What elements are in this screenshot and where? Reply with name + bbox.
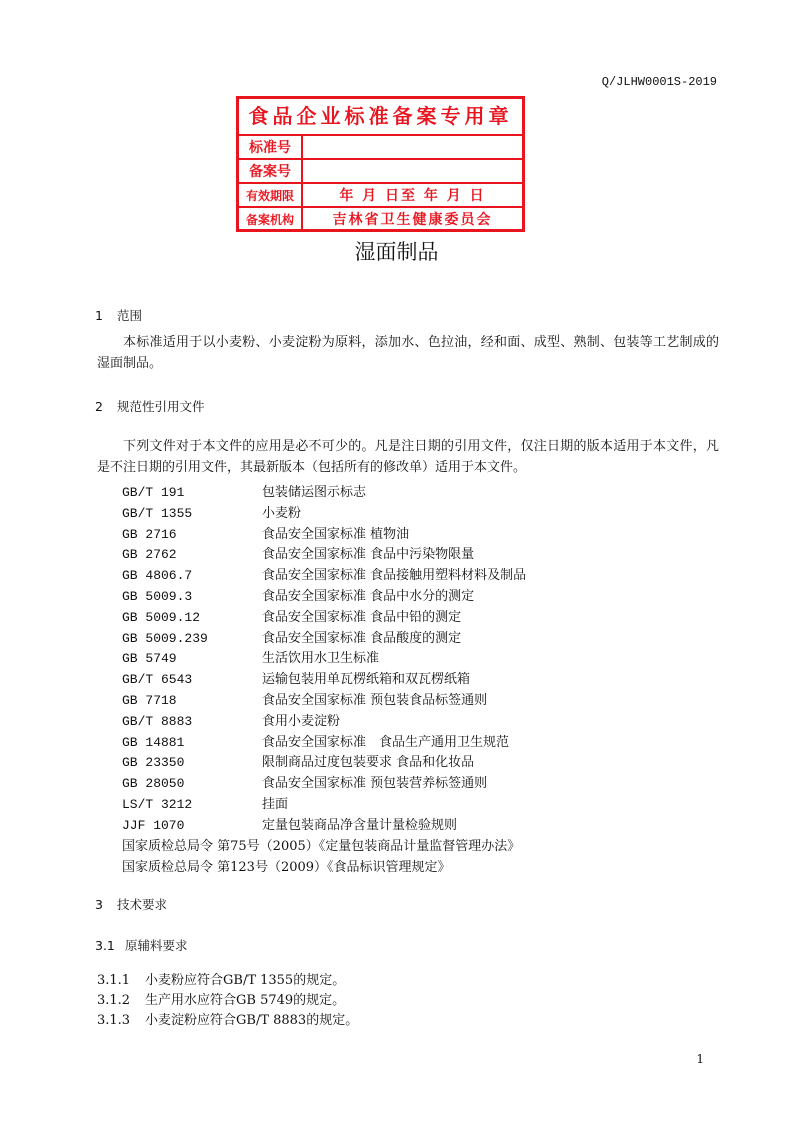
reference-item: [122, 731, 509, 750]
stamp-row-value: 吉林省卫生健康委员会: [332, 212, 493, 228]
reference-code: GB 23350: [122, 755, 185, 771]
reference-item: [122, 502, 301, 521]
stamp-title: 食品企业标准备案专用章: [248, 104, 513, 128]
reference-title: 食品安全国家标准 预包装营养标签通则: [262, 776, 488, 792]
reference-item: [122, 523, 409, 542]
clause-text: 小麦淀粉应符合GB/T 8883的规定。: [145, 1013, 359, 1028]
filing-stamp: [236, 96, 525, 232]
reference-item: [122, 668, 470, 687]
stamp-row-label: 备案机构: [239, 208, 303, 231]
reference-code: LS/T 3212: [122, 797, 193, 812]
stamp-row-value: 年 月 日至 年 月 日: [339, 188, 486, 204]
reference-title: 食品安全国家标准 食品接触用塑料材料及制品: [262, 568, 527, 584]
section-3-heading: 3 技术要求: [95, 897, 168, 912]
reference-title: 食品安全国家标准 食品中铅的测定: [262, 609, 462, 625]
reference-code: GB 4806.7: [122, 568, 193, 584]
reference-title: 食品安全国家标准 植物油: [262, 526, 410, 542]
reference-item: [122, 751, 474, 770]
reference-item: [122, 647, 379, 666]
reference-title: 食用小麦淀粉: [262, 713, 341, 729]
reference-title: 小麦粉: [262, 505, 302, 521]
reference-item: [122, 585, 474, 604]
clause-item: [97, 969, 345, 988]
stamp-row-label: 标准号: [239, 136, 303, 160]
reference-code: GB 28050: [122, 776, 185, 792]
reference-code: GB/T 1355: [122, 505, 193, 521]
page-number: 1: [696, 1052, 704, 1066]
reference-code: GB/T 6543: [122, 672, 193, 688]
standard-code-header: Q/JLHW0001S-2019: [601, 75, 717, 89]
stamp-row: [239, 206, 522, 231]
reference-title: 食品安全国家标准 食品中污染物限量: [262, 547, 475, 563]
reference-title: 食品安全国家标准 食品中水分的测定: [262, 589, 475, 604]
clause-text: 生产用水应符合GB 5749的规定。: [145, 993, 346, 1008]
reference-title: 生活饮用水卫生标准: [262, 651, 380, 667]
reference-item: [122, 543, 474, 562]
stamp-row: [239, 158, 522, 184]
section-1-text: 本标准适用于以小麦粉、小麦淀粉为原料，添加水、色拉油，经和面、成型、熟制、包装等工艺制成的湿面制品。: [97, 335, 719, 371]
reference-code: GB/T 191: [122, 485, 185, 500]
stamp-row: [239, 134, 522, 160]
reference-item: [122, 793, 288, 812]
document-title: 湿面制品: [354, 240, 439, 264]
reference-title: 食品安全国家标准 预包装食品标签通则: [262, 693, 488, 708]
reference-title: 运输包装用单瓦楞纸箱和双瓦楞纸箱: [262, 672, 471, 688]
reference-code: GB 5009.3: [122, 589, 193, 604]
reference-title: 限制商品过度包装要求 食品和化妆品: [262, 755, 475, 771]
reference-code: GB 2716: [122, 526, 177, 542]
stamp-row-label: 备案号: [239, 160, 303, 184]
clause-item: [97, 1009, 358, 1028]
reference-item: [122, 814, 457, 833]
stamp-row-label: 有效期限: [239, 184, 303, 208]
reference-title: 食品安全国家标准 食品酸度的测定: [262, 630, 462, 646]
regulation-item: 国家质检总局令 第123号（2009）《食品标识管理规定》: [122, 859, 451, 875]
clause-number: 3.1.1: [97, 973, 131, 988]
reference-item: [122, 627, 461, 646]
stamp-row: [239, 182, 522, 208]
clause-number: 3.1.2: [97, 993, 131, 1008]
reference-code: JJF 1070: [122, 817, 185, 833]
section-1-heading: 1 范围: [95, 308, 143, 323]
reference-code: GB 5009.239: [122, 630, 208, 646]
reference-code: GB 5009.12: [122, 609, 201, 625]
section-2-text: 下列文件对于本文件的应用是必不可少的。凡是注日期的引用文件，仅注日期的版本适用于本文件，凡是不注日期的引用文件，其最新版本（包括所有的修改单）适用于本文件。: [97, 439, 719, 475]
reference-title: 挂面: [262, 797, 289, 812]
reference-code: GB/T 8883: [122, 713, 193, 729]
reference-title: 食品安全国家标准 食品生产通用卫生规范: [262, 734, 510, 750]
reference-code: GB 2762: [122, 547, 177, 563]
reference-title: 定量包装商品净含量计量检验规则: [262, 817, 458, 833]
clause-item: [97, 989, 345, 1008]
reference-item: [122, 710, 340, 729]
reference-item: [122, 481, 366, 500]
reference-item: [122, 772, 487, 791]
section-2-heading: 2 规范性引用文件: [95, 399, 205, 414]
clause-text: 小麦粉应符合GB/T 1355的规定。: [145, 973, 346, 988]
reference-code: GB 14881: [122, 734, 185, 750]
reference-title: 包装储运图示标志: [262, 485, 367, 500]
section-3-1-heading: 3.1 原辅料要求: [95, 938, 188, 953]
clause-number: 3.1.3: [97, 1013, 131, 1028]
regulation-item: 国家质检总局令 第75号（2005）《定量包装商品计量监督管理办法》: [122, 839, 521, 854]
reference-code: GB 5749: [122, 651, 177, 667]
reference-item: [122, 606, 461, 625]
reference-item: [122, 564, 526, 583]
reference-item: [122, 689, 487, 708]
reference-code: GB 7718: [122, 693, 177, 708]
